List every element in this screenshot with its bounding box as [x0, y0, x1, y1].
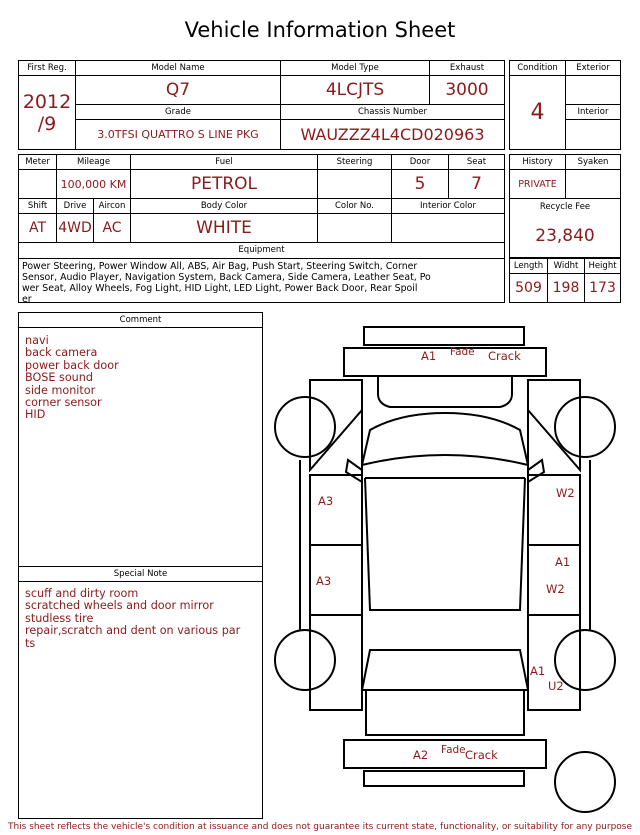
windshield — [362, 413, 528, 465]
rear-quarter-u2-mark: U2 — [548, 679, 564, 693]
rear-fade-mark: Fade — [441, 744, 466, 756]
drive-value: 4WD — [56, 213, 94, 243]
aircon-value: AC — [93, 213, 131, 243]
special-note-line: scuff and dirty room — [25, 587, 139, 600]
right-rear-w2-mark: W2 — [546, 582, 565, 596]
rear-quarter-a1-mark: A1 — [530, 664, 546, 678]
width-header: Widht — [547, 258, 585, 274]
body-color-value: WHITE — [130, 213, 318, 243]
page-title: Vehicle Information Sheet — [184, 18, 456, 42]
mileage-value: 100,000 KM — [56, 169, 131, 199]
left-mirror — [346, 460, 362, 482]
comment-header: Comment — [18, 312, 263, 328]
history-header: History — [509, 154, 566, 170]
chassis-header: Chassis Number — [280, 104, 505, 120]
special-note-line: ts — [25, 636, 36, 650]
right-rear-quarter — [528, 615, 580, 710]
door-value: 5 — [391, 169, 449, 199]
right-rear-door — [528, 545, 580, 615]
first-reg-header: First Reg. — [18, 60, 76, 76]
seat-value: 7 — [448, 169, 505, 199]
rear-a2-mark: A2 — [413, 748, 429, 762]
model-name-header: Model Name — [75, 60, 281, 76]
interior-color-header: Interior Color — [391, 198, 505, 214]
left-front-door — [310, 475, 362, 545]
left-front-door-mark: A3 — [318, 494, 334, 508]
model-name-value: Q7 — [75, 75, 281, 105]
comment-line: side monitor — [25, 383, 96, 397]
comment-line: back camera — [25, 346, 98, 360]
front-fade-mark: Fade — [450, 346, 475, 358]
shift-value: AT — [18, 213, 57, 243]
steering-value — [317, 169, 392, 199]
comment-box — [18, 327, 263, 567]
hood — [378, 376, 512, 407]
aircon-header: Aircon — [93, 198, 131, 214]
recycle-fee-value: 23,840 — [509, 215, 621, 258]
car-damage-diagram — [268, 320, 628, 825]
drive-header: Drive — [56, 198, 94, 214]
special-note-line: studless tire — [25, 611, 94, 625]
shift-header: Shift — [18, 198, 57, 214]
equipment-list — [18, 258, 505, 303]
front-a1-mark: A1 — [421, 349, 437, 363]
spare-wheel — [555, 752, 615, 812]
interior-color-value — [391, 213, 505, 243]
width-value: 198 — [547, 273, 585, 303]
body-color-header: Body Color — [130, 198, 318, 214]
exhaust-value: 3000 — [429, 75, 505, 105]
special-note-header: Special Note — [18, 566, 263, 582]
wheel-rear-right — [555, 630, 615, 690]
comment-line: corner sensor — [25, 396, 102, 410]
exhaust-header: Exhaust — [429, 60, 505, 76]
tailgate — [366, 690, 524, 735]
steering-header: Steering — [317, 154, 392, 170]
exterior-header: Exterior — [565, 60, 621, 76]
color-no-value — [317, 213, 392, 243]
right-front-door-mark: W2 — [556, 486, 575, 500]
wheel-rear-left — [275, 630, 335, 690]
exterior-value — [565, 75, 621, 105]
syaken-header: Syaken — [565, 154, 621, 170]
mileage-header: Mileage — [56, 154, 131, 170]
length-header: Length — [509, 258, 548, 274]
meter-value — [18, 169, 57, 199]
comment-line: power back door — [25, 358, 119, 372]
left-rear-quarter — [310, 615, 362, 710]
rear-crack-mark: Crack — [465, 748, 498, 762]
special-note-line: repair,scratch and dent on various par — [25, 624, 241, 638]
seat-header: Seat — [448, 154, 505, 170]
rear-bumper-bottom — [364, 771, 524, 786]
fuel-value: PETROL — [130, 169, 318, 199]
grade-value: 3.0TFSI QUATTRO S LINE PKG — [75, 119, 281, 150]
equipment-header: Equipment — [18, 242, 505, 259]
special-note-box — [18, 581, 263, 819]
front-crack-mark: Crack — [488, 349, 521, 363]
right-front-fender — [528, 380, 580, 470]
history-value: PRIVATE — [509, 169, 566, 199]
color-no-header: Color No. — [317, 198, 392, 214]
comment-line: navi — [25, 334, 49, 347]
height-header: Height — [584, 258, 621, 274]
length-value: 509 — [509, 273, 548, 303]
rear-window — [362, 650, 528, 690]
first-reg-year: 2012 — [22, 90, 72, 113]
front-bumper-top — [364, 327, 524, 345]
first-reg-value — [18, 75, 76, 150]
right-mirror — [528, 460, 544, 482]
comment-line: BOSE sound — [25, 371, 93, 385]
special-note-line: scratched wheels and door mirror — [25, 599, 214, 613]
interior-header: Interior — [565, 104, 621, 120]
condition-header: Condition — [509, 60, 566, 76]
equipment-line: Sensor, Audio Player, Navigation System, Back Camera, Side Camera, Leather Seat, Po — [22, 272, 431, 283]
recycle-fee-header: Recycle Fee — [509, 198, 621, 216]
roof — [362, 455, 528, 610]
left-front-fender — [310, 380, 362, 470]
comment-line: HID — [25, 408, 46, 422]
equipment-line: er — [22, 294, 32, 303]
wheel-front-right — [555, 397, 615, 457]
interior-value — [565, 119, 621, 150]
equipment-line: Power Steering, Power Window All, ABS, Air Bag, Push Start, Steering Switch, Corner — [22, 261, 418, 272]
model-type-header: Model Type — [280, 60, 430, 76]
fuel-header: Fuel — [130, 154, 318, 170]
first-reg-month: /9 — [37, 112, 57, 135]
condition-value: 4 — [509, 75, 566, 150]
meter-header: Meter — [18, 154, 57, 170]
left-rear-door-mark: A3 — [316, 574, 332, 588]
grade-header: Grade — [75, 104, 281, 120]
door-header: Door — [391, 154, 449, 170]
chassis-value: WAUZZZ4L4CD020963 — [280, 119, 505, 150]
equipment-line: wer Seat, Alloy Wheels, Fog Light, HID Light, LED Light, Power Back Door, Rear Spoil — [22, 283, 418, 294]
model-type-value: 4LCJTS — [280, 75, 430, 105]
height-value: 173 — [584, 273, 621, 303]
syaken-value — [565, 169, 621, 199]
footer-disclaimer: This sheet reflects the vehicle's condition at issuance and does not guarantee its current state, functionality, or suitability for any purpose — [7, 822, 633, 832]
wheel-front-left — [275, 397, 335, 457]
right-rear-a1-mark: A1 — [555, 555, 571, 569]
